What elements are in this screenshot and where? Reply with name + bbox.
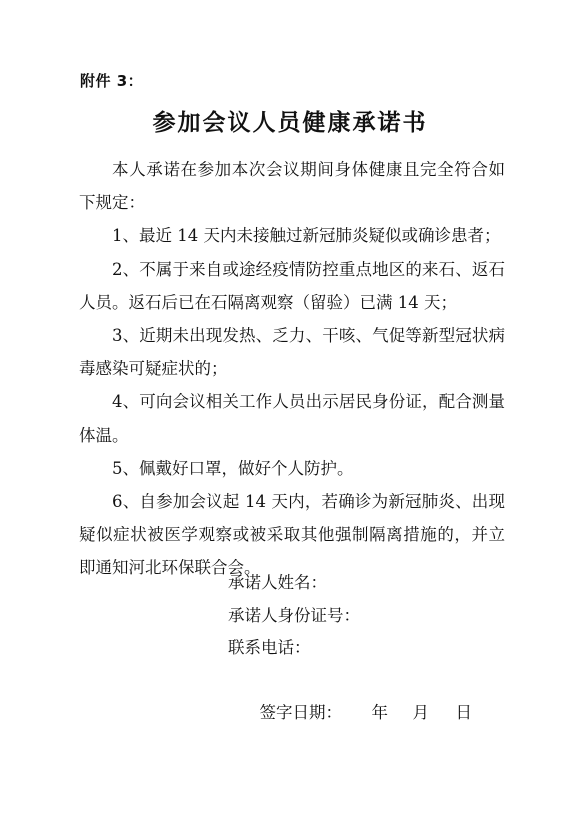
signature-block — [228, 567, 472, 762]
date-month-label: 月 — [412, 703, 429, 722]
signature-date-label: 签字日期： — [259, 703, 342, 722]
paragraph-item-3: 3、近期未出现发热、乏力、干咳、气促等新型冠状病毒感染可疑症状的； — [79, 326, 505, 379]
document-title: 参加会议人员健康承诺书 — [152, 109, 428, 136]
signature-date-row — [228, 665, 472, 763]
paragraph-intro: 本人承诺在参加本次会议期间身体健康且完全符合如下规定： — [79, 160, 505, 213]
date-day-label: 日 — [455, 703, 472, 722]
paragraph-item-5: 5、佩戴好口罩，做好个人防护。 — [112, 458, 354, 478]
signer-name-label: 承诺人姓名： — [228, 573, 327, 592]
paragraph-item-6: 6、自参加会议起 14 天内，若确诊为新冠肺炎、出现疑似症状被医学观察或被采取其他强制隔离措施的，并立即通知河北环保联合会。 — [79, 492, 505, 578]
date-year-label: 年 — [371, 703, 388, 722]
attachment-label: 附件 3： — [80, 72, 144, 90]
document-body — [79, 153, 505, 585]
paragraph-item-4: 4、可向会议相关工作人员出示居民身份证，配合测量体温。 — [79, 392, 505, 445]
paragraph-item-2: 2、不属于来自或途经疫情防控重点地区的来石、返石人员。返石后已在石隔离观察（留验）已满 14 天； — [79, 259, 505, 312]
paragraph-item-1: 1、最近 14 天内未接触过新冠肺炎疑似或确诊患者； — [112, 226, 501, 246]
contact-phone-label: 联系电话： — [228, 638, 311, 657]
signer-id-label: 承诺人身份证号： — [228, 605, 360, 625]
